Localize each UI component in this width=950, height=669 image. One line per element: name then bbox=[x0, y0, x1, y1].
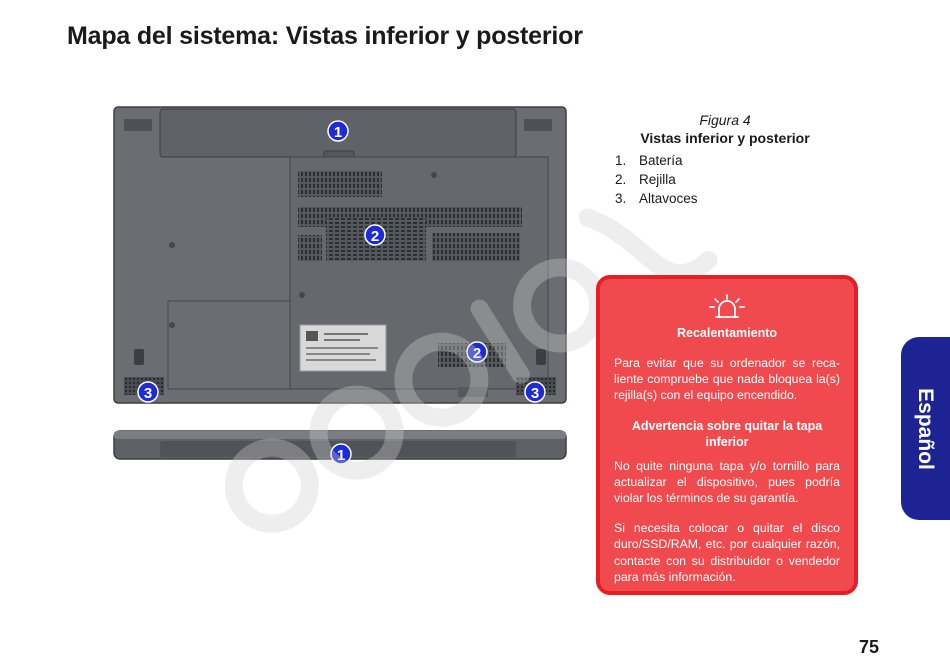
svg-text:2: 2 bbox=[472, 345, 482, 362]
laptop-illustration bbox=[112, 105, 568, 465]
callout-rear-battery bbox=[331, 444, 351, 464]
laptop-figure bbox=[112, 105, 568, 465]
svg-text:3: 3 bbox=[530, 385, 540, 402]
callout-vent-upper bbox=[365, 225, 385, 245]
warning-text-dealer: Si necesita colocar o quitar el disco duro/SSD/RAM, etc. por cualquier razón, contacte con su distribuidor o vendedor para más información. bbox=[614, 521, 840, 584]
legend-item: 3. Altavoces bbox=[615, 191, 698, 206]
svg-text:1: 1 bbox=[336, 447, 346, 464]
language-tab bbox=[901, 337, 950, 520]
legend-label-speakers: Altavoces bbox=[639, 191, 698, 206]
page-number: 75 bbox=[859, 637, 880, 657]
alarm-bell-icon bbox=[707, 293, 747, 321]
callout-speaker-left bbox=[138, 382, 158, 402]
warning-text-overheating: Para evitar que su ordenador se reca-liente compruebe que nada bloquea la(s) rejilla(s) con el equipo encendido. bbox=[614, 356, 840, 403]
warning-text-cover: No quite ninguna tapa y/o tornillo para actualizar el dispositivo, pues podría violar los términos de su garantía. bbox=[614, 458, 840, 506]
svg-text:2: 2 bbox=[370, 228, 380, 245]
svg-text:1: 1 bbox=[333, 124, 343, 141]
figure-legend bbox=[615, 151, 698, 208]
warning-heading-overheating: Recalentamiento bbox=[676, 326, 778, 340]
language-tab-label: Español bbox=[914, 387, 937, 470]
callout-speaker-right bbox=[525, 382, 545, 402]
legend-item: 2. Rejilla bbox=[615, 172, 676, 187]
callout-battery bbox=[328, 121, 348, 141]
figure-caption bbox=[600, 112, 850, 146]
legend-label-vent: Rejilla bbox=[639, 172, 676, 187]
page-title: Mapa del sistema: Vistas inferior y posterior bbox=[67, 22, 583, 50]
bottom-view bbox=[114, 107, 566, 403]
warning-box bbox=[596, 275, 858, 595]
warning-heading-cover: Advertencia sobre quitar la tapa inferior bbox=[631, 418, 823, 449]
legend-item: 1. Batería bbox=[615, 153, 683, 168]
callout-vent-lower bbox=[467, 342, 487, 362]
svg-text:3: 3 bbox=[143, 385, 153, 402]
figure-number: Figura 4 bbox=[699, 112, 751, 128]
vent-upper bbox=[298, 171, 382, 197]
figure-title: Vistas inferior y posterior bbox=[640, 130, 810, 146]
legend-label-battery: Batería bbox=[639, 153, 683, 168]
